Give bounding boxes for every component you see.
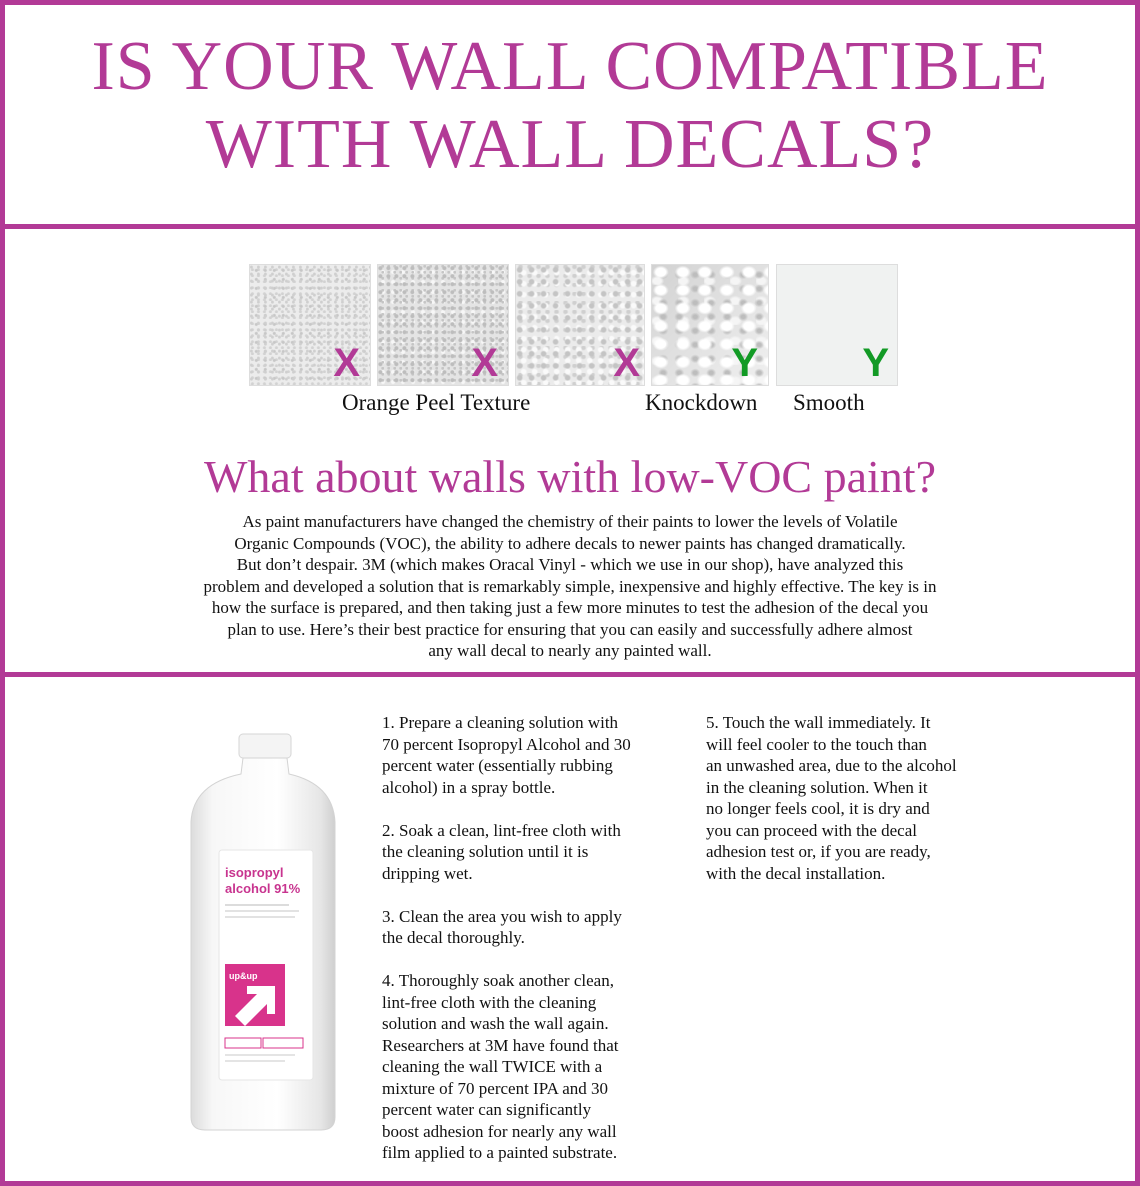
step-line: 2. Soak a clean, lint-free cloth with <box>382 820 621 840</box>
swatch-smooth <box>776 264 898 386</box>
label-fine-print <box>225 1060 285 1062</box>
compatible-mark: Y <box>862 341 889 385</box>
step-line: lint-free cloth with the cleaning <box>382 992 597 1012</box>
step-line: the decal thoroughly. <box>382 928 525 947</box>
step-line: 3. Clean the area you wish to apply <box>382 906 622 926</box>
swatch-knockdown <box>651 264 769 386</box>
steps-column-2 <box>706 712 1006 906</box>
step-line: the cleaning solution until it is <box>382 842 589 861</box>
voc-line: problem and developed a solution that is remarkably simple, inexpensive and highly effective. The key is in <box>203 576 937 596</box>
step-line: Researchers at 3M have found that <box>382 1035 619 1055</box>
page-title-line-1: IS YOUR WALL COMPATIBLE <box>91 28 1049 105</box>
step-item <box>382 820 682 885</box>
step-item <box>382 906 682 949</box>
bottle-label-line-2: alcohol 91% <box>225 881 301 896</box>
step-line: an unwashed area, due to the alcohol <box>706 756 957 775</box>
isopropyl-alcohol-bottle-image <box>183 732 343 1132</box>
swatch-orange-peel-fine <box>249 264 371 386</box>
voc-paragraph <box>145 511 995 662</box>
step-line: with the decal installation. <box>706 863 886 883</box>
voc-line: Organic Compounds (VOC), the ability to adhere decals to newer paints has changed dramatically. <box>234 533 906 553</box>
step-line: film applied to a painted substrate. <box>382 1143 618 1162</box>
step-line: 5. Touch the wall immediately. It <box>706 713 931 732</box>
voc-heading: What about walls with low-VOC paint? <box>203 451 937 502</box>
step-item <box>706 712 1006 884</box>
brand-name: up&up <box>229 971 258 981</box>
step-line: percent water (essentially rubbing <box>382 756 613 775</box>
step-line: solution and wash the wall again. <box>382 1014 609 1033</box>
swatch-orange-peel-medium <box>377 264 509 386</box>
step-line: alcohol) in a spray bottle. <box>382 777 556 797</box>
title-panel <box>0 0 1140 229</box>
compatible-mark: Y <box>731 341 758 385</box>
step-line: 70 percent Isopropyl Alcohol and 30 <box>382 734 631 754</box>
texture-panel <box>0 224 1140 677</box>
voc-line: But don’t despair. 3M (which makes Oracal Vinyl - which we use in our shop), have analyzed this <box>236 555 904 574</box>
step-line: boost adhesion for nearly any wall <box>382 1121 617 1141</box>
step-item <box>382 970 682 1164</box>
step-line: cleaning the wall TWICE with a <box>382 1057 603 1076</box>
step-line: 4. Thoroughly soak another clean, <box>382 971 614 990</box>
swatch-orange-peel-heavy <box>515 264 645 386</box>
step-line: no longer feels cool, it is dry and <box>706 799 930 818</box>
not-compatible-mark: X <box>333 341 360 385</box>
voc-line: how the surface is prepared, and then taking just a few more minutes to test the adhesion of the decal you <box>211 598 929 617</box>
step-item <box>382 712 682 798</box>
label-smooth: Smooth <box>793 390 865 415</box>
step-line: adhesion test or, if you are ready, <box>706 842 931 861</box>
not-compatible-mark: X <box>613 341 640 385</box>
page-title-line-2: WITH WALL DECALS? <box>205 106 935 183</box>
bottle-cap <box>239 734 291 758</box>
step-line: mixture of 70 percent IPA and 30 <box>382 1078 608 1098</box>
step-line: will feel cooler to the touch than <box>706 734 927 754</box>
voc-line: any wall decal to nearly any painted wall. <box>428 641 712 660</box>
label-fine-print <box>225 904 289 906</box>
step-line: in the cleaning solution. When it <box>706 777 928 797</box>
label-fine-print <box>225 916 295 918</box>
label-fine-print <box>225 910 299 912</box>
voc-line: As paint manufacturers have changed the chemistry of their paints to lower the levels of Volatile <box>242 512 898 531</box>
steps-column-1 <box>382 712 682 1185</box>
instructions-panel <box>0 672 1140 1186</box>
step-line: you can proceed with the decal <box>706 820 917 840</box>
voc-line: plan to use. Here’s their best practice for ensuring that you can easily and successfully adhere almost <box>227 619 913 639</box>
step-line: 1. Prepare a cleaning solution with <box>382 713 619 732</box>
label-knockdown: Knockdown <box>645 390 758 415</box>
not-compatible-mark: X <box>471 341 498 385</box>
step-line: percent water can significantly <box>382 1100 592 1119</box>
texture-swatches <box>249 264 899 386</box>
label-orange-peel: Orange Peel Texture <box>342 390 531 415</box>
label-fine-print <box>225 1054 295 1056</box>
bottle-label-line-1: isopropyl <box>225 865 284 880</box>
step-line: dripping wet. <box>382 863 473 883</box>
